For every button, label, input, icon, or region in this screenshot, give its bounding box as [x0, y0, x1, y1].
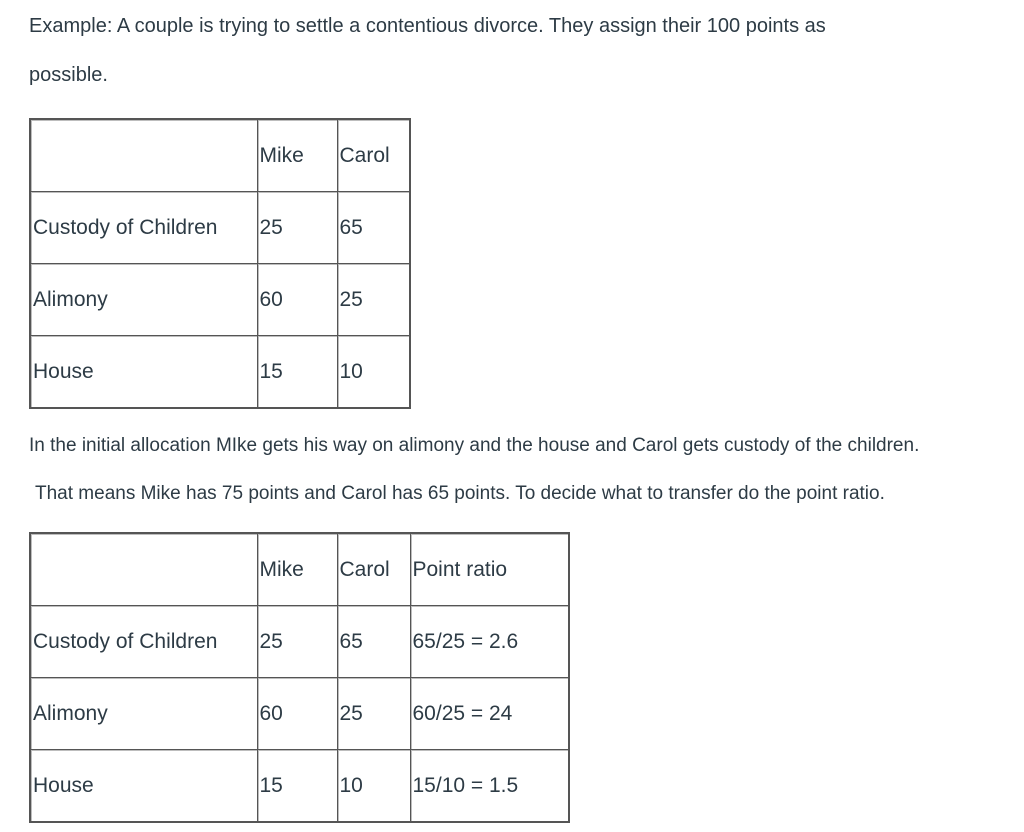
header-cell-point-ratio: Point ratio — [410, 533, 569, 606]
cell-ratio-alimony: 60/25 = 24 — [410, 678, 569, 750]
table-row — [30, 336, 410, 409]
cell-ratio-house: 15/10 = 1.5 — [410, 750, 569, 823]
middle-line-1: In the initial allocation MIke gets his way on alimony and the house and Carol gets custody of the children. — [29, 435, 920, 456]
table-row — [30, 750, 569, 823]
cell-carol-custody: 65 — [337, 192, 410, 264]
header-cell-mike: Mike — [257, 533, 337, 606]
intro-line-1: Example: A couple is trying to settle a contentious divorce. They assign their 100 points as — [29, 15, 826, 37]
cell-carol-custody: 65 — [337, 606, 410, 678]
row-label-house: House — [30, 750, 257, 823]
cell-mike-alimony: 60 — [257, 264, 337, 336]
table-row — [30, 192, 410, 264]
cell-carol-house: 10 — [337, 336, 410, 409]
row-label-custody: Custody of Children — [30, 606, 257, 678]
intro-line-2: possible. — [29, 64, 108, 86]
middle-line-2: That means Mike has 75 points and Carol has 65 points. To decide what to transfer do the point ratio. — [35, 483, 885, 504]
cell-carol-alimony: 25 — [337, 678, 410, 750]
point-ratio-table — [29, 532, 570, 823]
cell-mike-house: 15 — [257, 336, 337, 409]
row-label-alimony: Alimony — [30, 264, 257, 336]
cell-mike-house: 15 — [257, 750, 337, 823]
row-label-alimony: Alimony — [30, 678, 257, 750]
cell-mike-custody: 25 — [257, 606, 337, 678]
header-cell-blank — [30, 119, 257, 192]
table-row — [30, 606, 569, 678]
cell-carol-house: 10 — [337, 750, 410, 823]
cell-mike-custody: 25 — [257, 192, 337, 264]
header-cell-carol: Carol — [337, 119, 410, 192]
header-cell-blank — [30, 533, 257, 606]
header-cell-mike: Mike — [257, 119, 337, 192]
header-cell-carol: Carol — [337, 533, 410, 606]
row-label-custody: Custody of Children — [30, 192, 257, 264]
table-row — [30, 678, 569, 750]
table-row — [30, 264, 410, 336]
cell-mike-alimony: 60 — [257, 678, 337, 750]
row-label-house: House — [30, 336, 257, 409]
cell-carol-alimony: 25 — [337, 264, 410, 336]
table-header-row — [30, 119, 410, 192]
points-table — [29, 118, 411, 409]
table-header-row — [30, 533, 569, 606]
cell-ratio-custody: 65/25 = 2.6 — [410, 606, 569, 678]
